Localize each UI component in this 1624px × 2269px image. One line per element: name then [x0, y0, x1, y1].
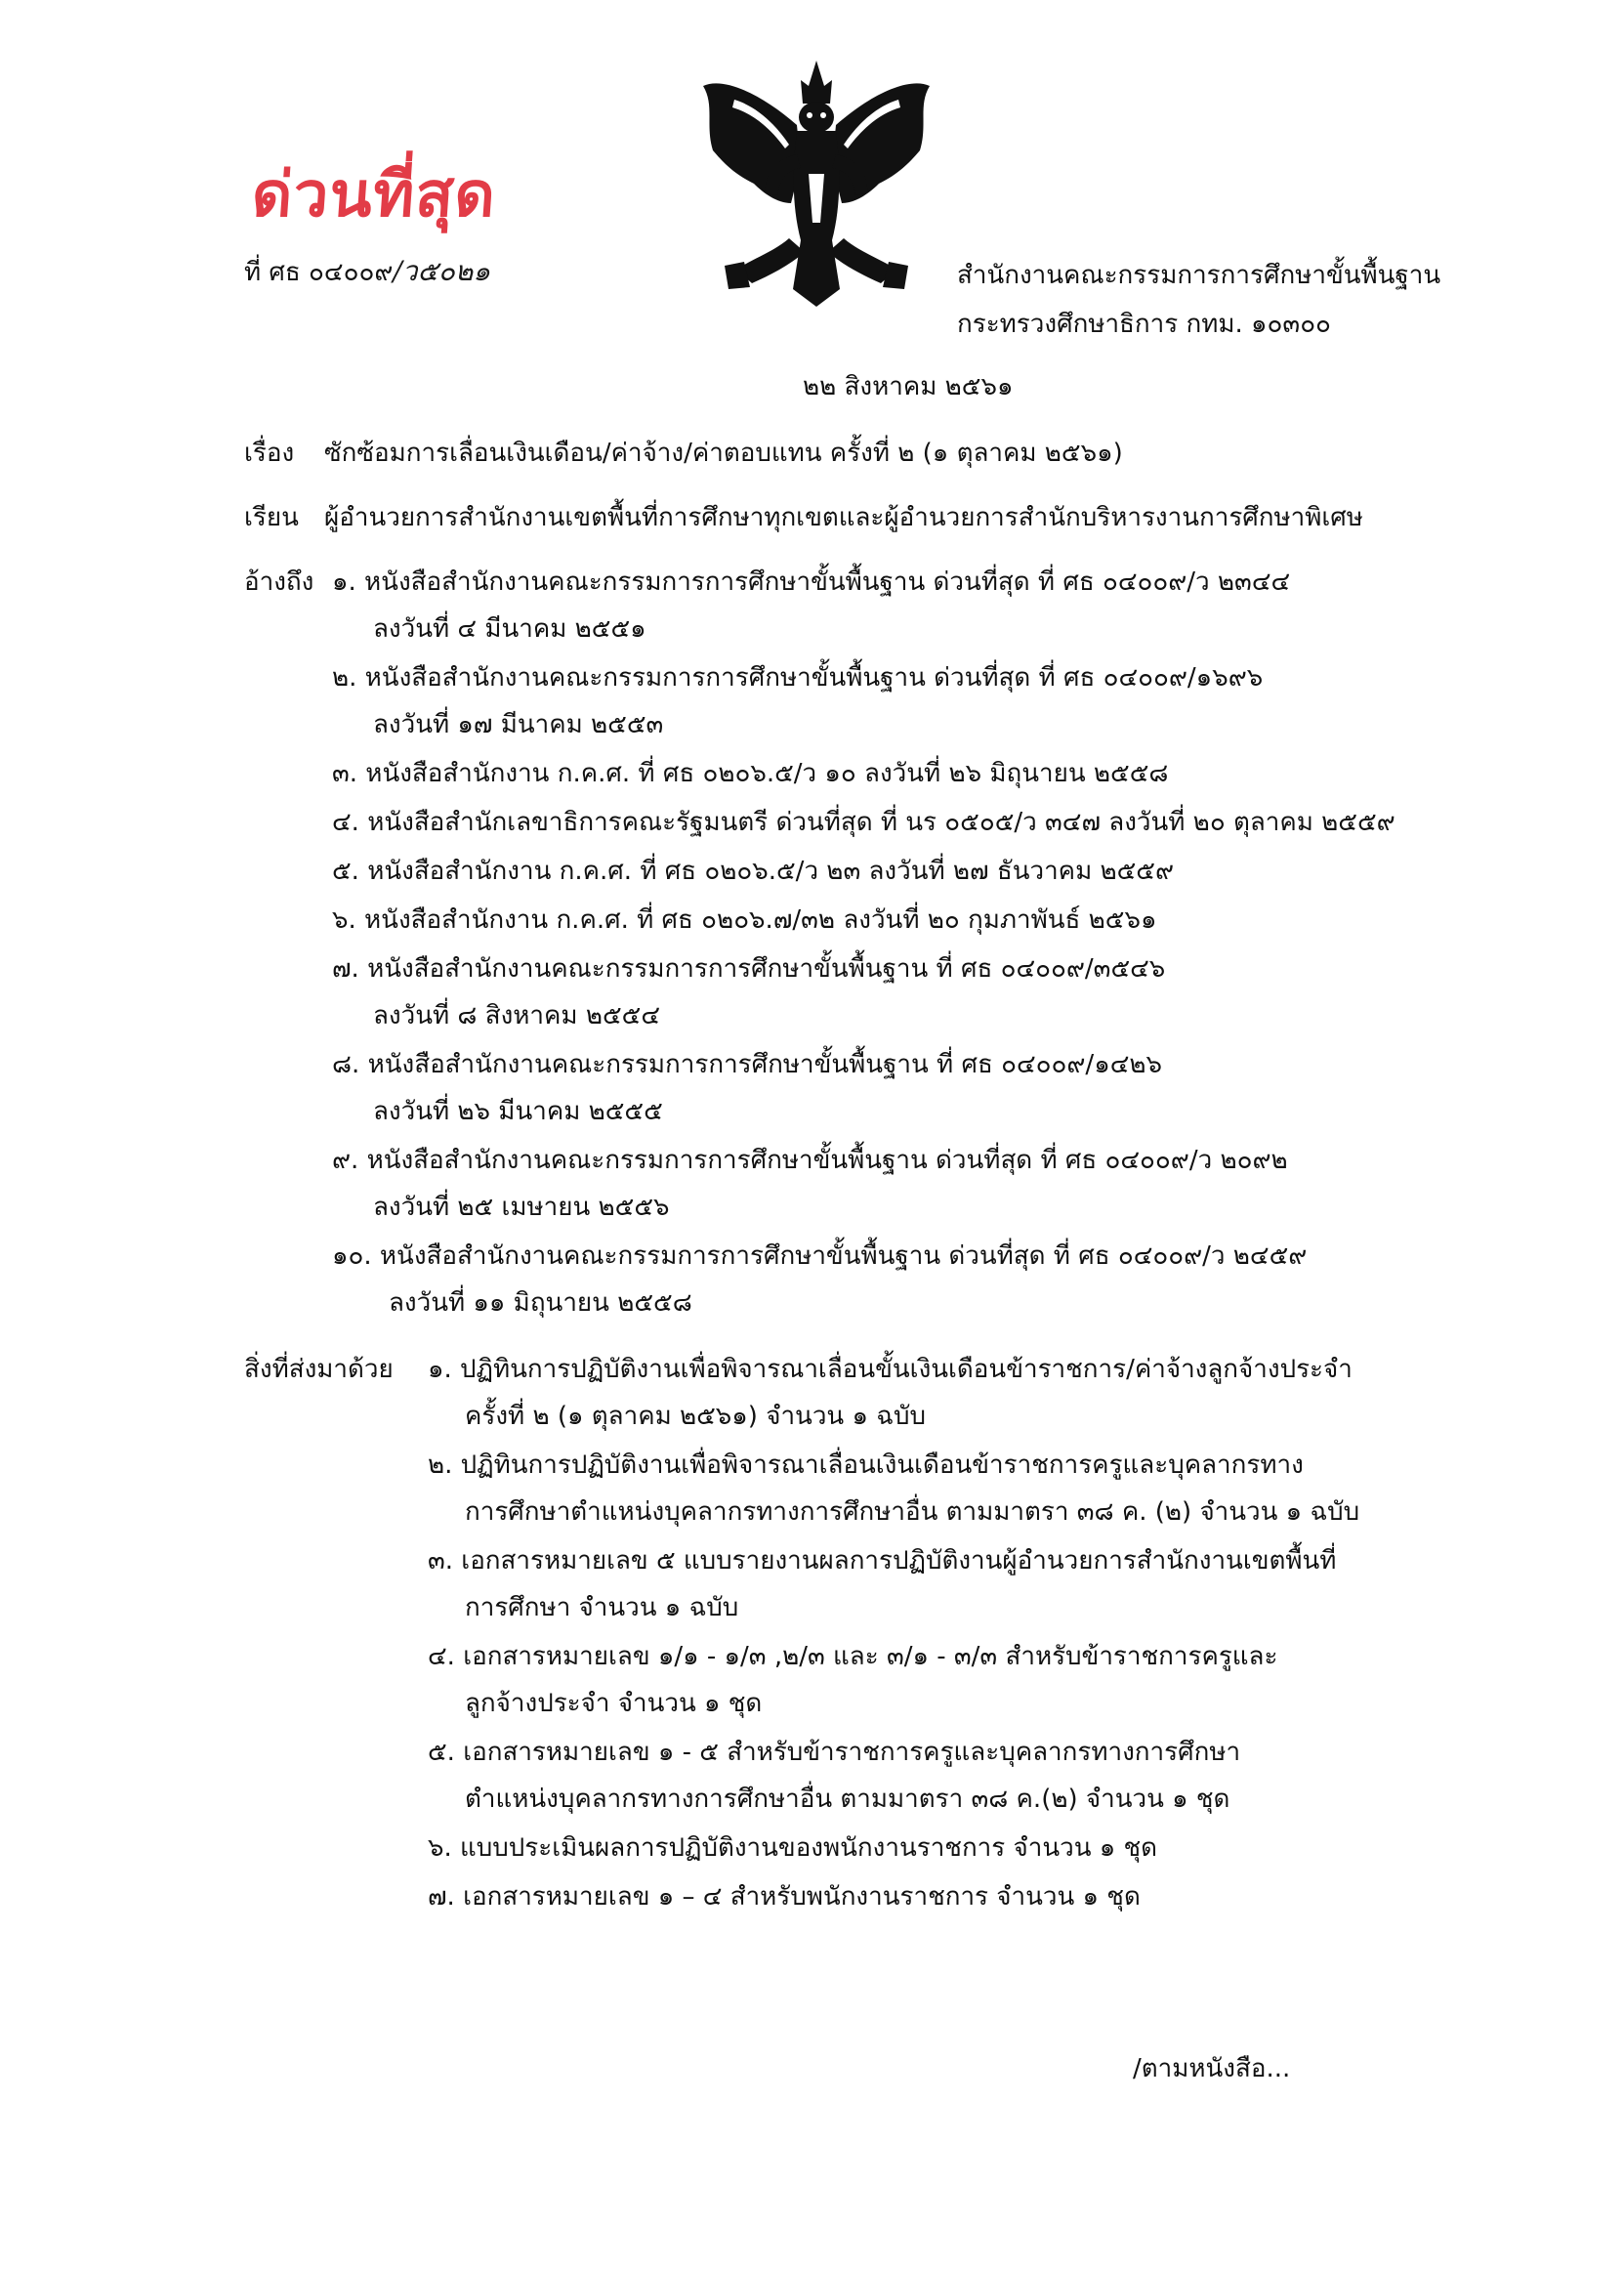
enclosure-item-6: ๖. แบบประเมินผลการปฏิบัติงานของพนักงานราชการ จำนวน ๑ ชุด — [428, 1833, 1158, 1863]
issuer-line-2: กระทรวงศึกษาธิการ กทม. ๑๐๓๐๐ — [957, 310, 1331, 339]
reference-item-2: ๒. หนังสือสำนักงานคณะกรรมการการศึกษาขั้นพื้นฐาน ด่วนที่สุด ที่ ศธ ๐๔๐๐๙/๑๖๙๖ — [332, 663, 1264, 693]
reference-item-9: ๙. หนังสือสำนักงานคณะกรรมการการศึกษาขั้นพื้นฐาน ด่วนที่สุด ที่ ศธ ๐๔๐๐๙/ว ๒๐๙๒ — [332, 1146, 1288, 1175]
reference-item-1-cont: ลงวันที่ ๔ มีนาคม ๒๕๕๑ — [373, 614, 646, 644]
subject-text: ซักซ้อมการเลื่อนเงินเดือน/ค่าจ้าง/ค่าตอบแทน ครั้งที่ ๒ (๑ ตุลาคม ๒๕๖๑) — [324, 439, 1123, 468]
enclosure-item-2-cont: การศึกษาตำแหน่งบุคลากรทางการศึกษาอื่น ตามมาตรา ๓๘ ค. (๒) จำนวน ๑ ฉบับ — [465, 1497, 1360, 1527]
urgency-stamp: ด่วนที่สุด — [249, 158, 499, 231]
enclosure-item-1: ๑. ปฏิทินการปฏิบัติงานเพื่อพิจารณาเลื่อนขั้นเงินเดือนข้าราชการ/ค่าจ้างลูกจ้างประจำ — [428, 1355, 1353, 1384]
document-number-handwritten: /ว๕๐๒๑ — [393, 255, 491, 287]
document-number-prefix: ที่ ศธ ๐๔๐๐๙ — [244, 258, 394, 287]
reference-item-9-cont: ลงวันที่ ๒๕ เมษายน ๒๕๕๖ — [373, 1193, 670, 1222]
issuer-line-1: สำนักงานคณะกรรมการการศึกษาขั้นพื้นฐาน — [957, 261, 1441, 290]
reference-item-3: ๓. หนังสือสำนักงาน ก.ค.ศ. ที่ ศธ ๐๒๐๖.๕/ว ๑๐ ลงวันที่ ๒๖ มิถุนายน ๒๕๕๘ — [332, 759, 1169, 788]
reference-item-4: ๔. หนังสือสำนักเลขาธิการคณะรัฐมนตรี ด่วนที่สุด ที่ นร ๐๕๐๕/ว ๓๔๗ ลงวันที่ ๒๐ ตุลาคม ๒๕๕๙ — [332, 808, 1395, 837]
to-text: ผู้อำนวยการสำนักงานเขตพื้นที่การศึกษาทุกเขตและผู้อำนวยการสำนักบริหารงานการศึกษาพิเศษ — [324, 503, 1363, 532]
letter-date: ๒๒ สิงหาคม ๒๕๖๑ — [803, 372, 1014, 401]
reference-item-7-cont: ลงวันที่ ๘ สิงหาคม ๒๕๕๔ — [373, 1001, 660, 1030]
reference-item-10-cont: ลงวันที่ ๑๑ มิถุนายน ๒๕๕๘ — [389, 1288, 692, 1318]
enclosure-item-3: ๓. เอกสารหมายเลข ๕ แบบรายงานผลการปฏิบัติงานผู้อำนวยการสำนักงานเขตพื้นที่ — [428, 1546, 1337, 1576]
enclosures-label: สิ่งที่ส่งมาด้วย — [244, 1355, 394, 1384]
garuda-emblem-icon — [695, 57, 937, 311]
enclosure-item-3-cont: การศึกษา จำนวน ๑ ฉบับ — [465, 1593, 739, 1622]
references-label: อ้างถึง — [244, 567, 314, 597]
reference-item-10: ๑๐. หนังสือสำนักงานคณะกรรมการการศึกษาขั้นพื้นฐาน ด่วนที่สุด ที่ ศธ ๐๔๐๐๙/ว ๒๔๕๙ — [332, 1241, 1308, 1271]
enclosure-item-5-cont: ตำแหน่งบุคลากรทางการศึกษาอื่น ตามมาตรา ๓๘ ค.(๒) จำนวน ๑ ชุด — [465, 1785, 1230, 1814]
reference-item-2-cont: ลงวันที่ ๑๗ มีนาคม ๒๕๕๓ — [373, 710, 664, 739]
subject-label: เรื่อง — [244, 439, 295, 468]
to-label: เรียน — [244, 503, 299, 532]
enclosure-item-4-cont: ลูกจ้างประจำ จำนวน ๑ ชุด — [465, 1689, 763, 1718]
reference-item-6: ๖. หนังสือสำนักงาน ก.ค.ศ. ที่ ศธ ๐๒๐๖.๗/๓๒ ลงวันที่ ๒๐ กุมภาพันธ์ ๒๕๖๑ — [332, 905, 1157, 935]
reference-item-1: ๑. หนังสือสำนักงานคณะกรรมการการศึกษาขั้นพื้นฐาน ด่วนที่สุด ที่ ศธ ๐๔๐๐๙/ว ๒๓๔๔ — [332, 567, 1291, 597]
reference-item-5: ๕. หนังสือสำนักงาน ก.ค.ศ. ที่ ศธ ๐๒๐๖.๕/ว ๒๓ ลงวันที่ ๒๗ ธันวาคม ๒๕๕๙ — [332, 857, 1175, 886]
reference-item-7: ๗. หนังสือสำนักงานคณะกรรมการการศึกษาขั้นพื้นฐาน ที่ ศธ ๐๔๐๐๙/๓๕๔๖ — [332, 954, 1166, 984]
enclosure-item-2: ๒. ปฏิทินการปฏิบัติงานเพื่อพิจารณาเลื่อนเงินเดือนข้าราชการครูและบุคลากรทาง — [428, 1450, 1304, 1480]
reference-item-8-cont: ลงวันที่ ๒๖ มีนาคม ๒๕๕๕ — [373, 1097, 663, 1126]
enclosure-item-1-cont: ครั้งที่ ๒ (๑ ตุลาคม ๒๕๖๑) จำนวน ๑ ฉบับ — [465, 1402, 926, 1431]
continuation-note: /ตามหนังสือ... — [1133, 2054, 1291, 2083]
enclosure-item-7: ๗. เอกสารหมายเลข ๑ – ๔ สำหรับพนักงานราชการ จำนวน ๑ ชุด — [428, 1882, 1141, 1912]
document-number — [244, 252, 490, 292]
enclosure-item-4: ๔. เอกสารหมายเลข ๑/๑ - ๑/๓ ,๒/๓ และ ๓/๑ - ๓/๓ สำหรับข้าราชการครูและ — [428, 1642, 1278, 1671]
reference-item-8: ๘. หนังสือสำนักงานคณะกรรมการการศึกษาขั้นพื้นฐาน ที่ ศธ ๐๔๐๐๙/๑๔๒๖ — [332, 1050, 1163, 1079]
enclosure-item-5: ๕. เอกสารหมายเลข ๑ - ๕ สำหรับข้าราชการครูและบุคลากรทางการศึกษา — [428, 1738, 1241, 1767]
